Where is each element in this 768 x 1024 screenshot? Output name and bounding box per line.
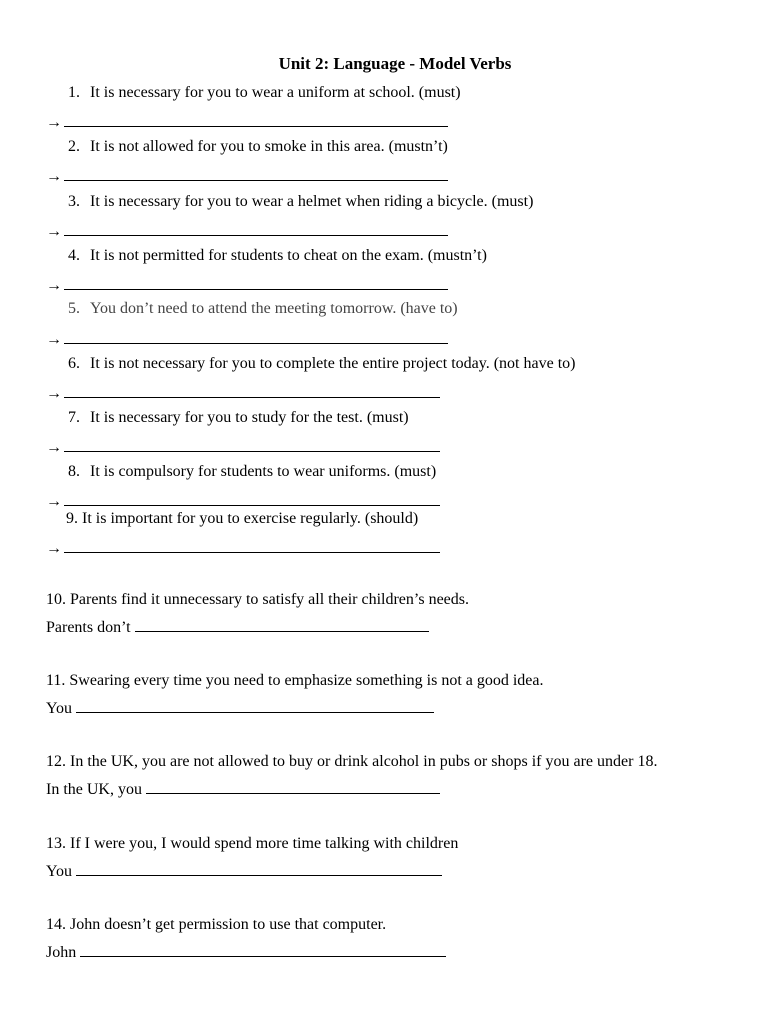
answer-blank[interactable] — [64, 437, 440, 452]
answer-line-9[interactable] — [46, 538, 440, 559]
rewrite-answer-11[interactable] — [46, 698, 434, 719]
question-text: It is necessary for you to wear a uniform at school. (must) — [90, 84, 461, 101]
question-text: It is not allowed for you to smoke in this area. (mustn’t) — [90, 138, 448, 155]
question-number: 1. — [68, 84, 80, 101]
rewrite-prompt-10: 10. Parents find it unnecessary to satisfy all their children’s needs. — [46, 591, 470, 608]
question-number: 5. — [68, 300, 80, 317]
arrow-icon: → — [46, 277, 62, 294]
answer-starter: John — [46, 944, 77, 961]
answer-line-1[interactable] — [46, 112, 448, 133]
answer-blank[interactable] — [64, 112, 448, 127]
answer-line-5[interactable] — [46, 329, 448, 350]
answer-line-3[interactable] — [46, 221, 448, 242]
question-text: It is important for you to exercise regularly. (should) — [82, 510, 419, 527]
question-number: 2. — [68, 138, 80, 155]
rewrite-prompt-13: 13. If I were you, I would spend more time talking with children — [46, 835, 459, 852]
answer-line-4[interactable] — [46, 275, 448, 296]
question-7 — [68, 408, 409, 428]
question-2 — [68, 137, 448, 157]
question-text: You don’t need to attend the meeting tomorrow. (have to) — [90, 300, 458, 317]
question-1 — [68, 83, 461, 103]
answer-starter: In the UK, you — [46, 781, 142, 798]
question-text: It is necessary for you to study for the test. (must) — [90, 409, 409, 426]
answer-line-2[interactable] — [46, 166, 448, 187]
answer-blank[interactable] — [146, 779, 440, 794]
question-5 — [68, 299, 458, 319]
answer-blank[interactable] — [64, 275, 448, 290]
question-9 — [66, 509, 418, 529]
question-text: It is not necessary for you to complete the entire project today. (not have to) — [90, 355, 576, 372]
question-8 — [68, 462, 436, 482]
answer-blank[interactable] — [64, 166, 448, 181]
question-number: 8. — [68, 463, 80, 480]
answer-blank[interactable] — [64, 221, 448, 236]
question-text: It is compulsory for students to wear uniforms. (must) — [90, 463, 437, 480]
question-number: 9. — [66, 510, 78, 527]
answer-starter: Parents don’t — [46, 619, 131, 636]
rewrite-prompt-12: 12. In the UK, you are not allowed to buy or drink alcohol in pubs or shops if you are under 18. — [46, 753, 658, 770]
arrow-icon: → — [46, 168, 62, 185]
answer-blank[interactable] — [64, 538, 440, 553]
answer-starter: You — [46, 863, 72, 880]
answer-blank[interactable] — [80, 942, 446, 957]
rewrite-answer-12[interactable] — [46, 779, 440, 800]
answer-blank[interactable] — [76, 698, 434, 713]
arrow-icon: → — [46, 331, 62, 348]
answer-starter: You — [46, 700, 72, 717]
arrow-icon: → — [46, 223, 62, 240]
question-4 — [68, 246, 487, 266]
question-text: It is necessary for you to wear a helmet when riding a bicycle. (must) — [90, 193, 534, 210]
arrow-icon: → — [46, 540, 62, 557]
arrow-icon: → — [46, 385, 62, 402]
rewrite-prompt-11: 11. Swearing every time you need to emphasize something is not a good idea. — [46, 672, 544, 689]
answer-blank[interactable] — [135, 617, 429, 632]
question-number: 4. — [68, 247, 80, 264]
answer-line-7[interactable] — [46, 437, 440, 458]
question-number: 7. — [68, 409, 80, 426]
arrow-icon: → — [46, 493, 62, 510]
answer-line-6[interactable] — [46, 383, 440, 404]
arrow-icon: → — [46, 439, 62, 456]
rewrite-prompt-14: 14. John doesn’t get permission to use that computer. — [46, 916, 387, 933]
answer-blank[interactable] — [64, 491, 440, 506]
question-number: 3. — [68, 193, 80, 210]
question-3 — [68, 192, 533, 212]
answer-blank[interactable] — [76, 861, 442, 876]
rewrite-answer-13[interactable] — [46, 861, 442, 882]
answer-blank[interactable] — [64, 383, 440, 398]
rewrite-answer-14[interactable] — [46, 942, 446, 963]
rewrite-answer-10[interactable] — [46, 617, 429, 638]
question-6 — [68, 354, 575, 374]
question-number: 6. — [68, 355, 80, 372]
question-text: It is not permitted for students to cheat on the exam. (mustn’t) — [90, 247, 487, 264]
arrow-icon: → — [46, 114, 62, 131]
page-title: Unit 2: Language - Model Verbs — [278, 54, 512, 73]
answer-blank[interactable] — [64, 329, 448, 344]
